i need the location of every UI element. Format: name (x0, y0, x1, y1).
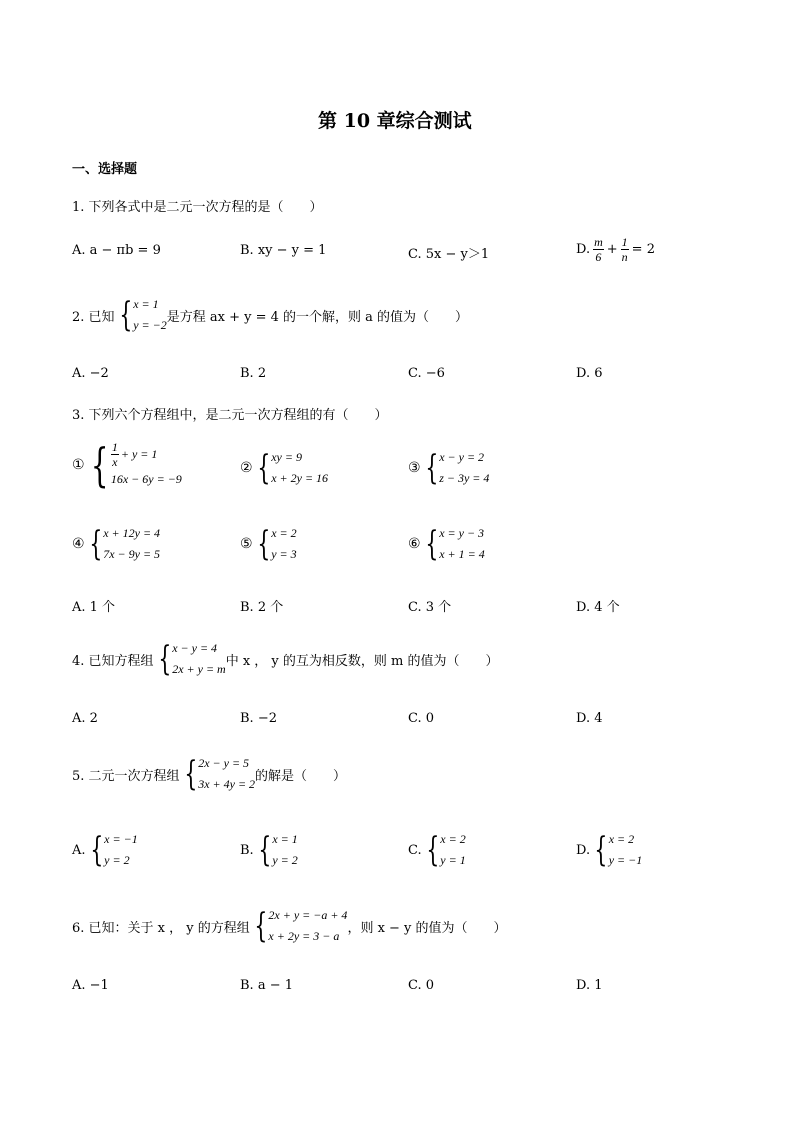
system-line: y = −1 (608, 853, 643, 867)
q6-option-d: D. 1 (576, 978, 603, 993)
q5-option-c (408, 829, 466, 871)
q5-suffix: 的解是（ ） (255, 768, 347, 784)
q4-prefix: 4. 已知方程组 (72, 653, 154, 669)
question-4-stem (72, 638, 499, 680)
brace-icon: { (183, 754, 197, 794)
q3-system-3 (408, 447, 489, 489)
system-line: 2x − y = 5 (198, 756, 250, 770)
brace-icon: { (89, 830, 103, 870)
plus-sign: + (606, 242, 618, 257)
brace-icon: { (254, 906, 268, 946)
question-5-stem (72, 753, 346, 795)
q2-option-d: D. 6 (576, 366, 603, 381)
q5-option-a (72, 829, 138, 871)
system-line: x = 2 (608, 832, 635, 846)
question-1-stem: 1. 下列各式中是二元一次方程的是（ ） (72, 200, 323, 215)
fraction-numerator: m (594, 235, 603, 249)
brace-icon: { (424, 524, 438, 564)
brace-icon: { (90, 438, 108, 492)
q3-system-4 (72, 523, 160, 565)
q3-option-b: B. 2 个 (240, 600, 284, 615)
fraction-numerator: 1 (111, 440, 118, 454)
system-line: y = 3 (271, 547, 297, 561)
q6-suffix: ，则 x − y 的值为（ ） (347, 920, 507, 936)
question-6-stem (72, 905, 507, 947)
q2-option-c: C. −6 (408, 366, 445, 381)
q3-option-d: D. 4 个 (576, 600, 620, 615)
q6-option-b: B. a − 1 (240, 978, 293, 993)
section-heading: 一、选择题 (72, 162, 138, 177)
system-line: y = 1 (440, 853, 466, 867)
q6-option-c: C. 0 (408, 978, 435, 993)
q1-option-a: A. a − πb = 9 (72, 243, 161, 258)
q6-prefix: 6. 已知：关于 x ， y 的方程组 (72, 920, 250, 936)
system-line: 7x − 9y = 5 (103, 547, 161, 561)
system-line: x = 1 (133, 297, 159, 311)
q2-option-b: B. 2 (240, 366, 267, 381)
q4-suffix: 中 x ， y 的互为相反数，则 m 的值为（ ） (225, 653, 499, 669)
system-line: x = −1 (104, 832, 138, 846)
system-line: x = y − 3 (439, 526, 485, 540)
circled-number: ② (240, 460, 253, 476)
system-line: x + 2y = 3 − a (268, 929, 340, 943)
brace-icon: { (425, 830, 439, 870)
q1-option-d-fraction-1 (593, 235, 604, 264)
q1-option-c: C. 5x − y＞1 (408, 247, 490, 262)
circled-number: ① (72, 457, 85, 473)
system-line: x + 12y = 4 (103, 526, 161, 540)
q4-option-a: A. 2 (72, 711, 98, 726)
system-line: x = 2 (440, 832, 466, 846)
brace-icon: { (424, 448, 438, 488)
system-fraction (111, 440, 119, 469)
brace-icon: { (256, 524, 270, 564)
brace-icon: { (258, 830, 271, 870)
q3-option-a: A. 1 个 (72, 600, 116, 615)
q5-prefix: 5. 二元一次方程组 (72, 768, 180, 784)
system-line: x = 2 (271, 526, 297, 540)
system-line: y = 2 (272, 853, 298, 867)
fraction-denominator: n (621, 250, 628, 264)
brace-icon: { (157, 639, 171, 679)
system-line: x + 2y = 16 (271, 471, 329, 485)
q3-system-5 (240, 523, 297, 565)
system-line: + y = 1 (120, 447, 158, 461)
q3-system-6 (408, 523, 485, 565)
circled-number: ③ (408, 460, 421, 476)
system-line: x − y = 4 (172, 641, 218, 655)
question-2-stem (72, 294, 468, 336)
circled-number: ④ (72, 536, 85, 552)
q5-option-d (576, 829, 642, 871)
system-line: 2x + y = m (172, 662, 226, 676)
q1-option-b: B. xy − y = 1 (240, 243, 327, 258)
system-line: 2x + y = −a + 4 (268, 908, 348, 922)
q6-option-a: A. −1 (72, 978, 109, 993)
option-label: A. (72, 842, 86, 858)
q3-system-1 (72, 440, 182, 490)
q1-option-d (576, 235, 655, 264)
question-3-stem: 3. 下列六个方程组中，是二元一次方程组的有（ ） (72, 408, 388, 423)
brace-icon: { (256, 448, 270, 488)
system-line: x + 1 = 4 (439, 547, 485, 561)
brace-icon: { (88, 524, 102, 564)
fraction-numerator: 1 (621, 235, 628, 249)
q2-prefix: 2. 已知 (72, 309, 115, 325)
brace-icon: { (118, 295, 132, 335)
q1-option-d-label: D. (576, 242, 591, 257)
q3-option-c: C. 3 个 (408, 600, 452, 615)
q2-system (115, 294, 167, 336)
system-line: x − y = 2 (439, 450, 485, 464)
system-line: xy = 9 (271, 450, 302, 464)
system-line: y = −2 (133, 318, 167, 332)
system-line: y = 2 (104, 853, 130, 867)
q4-option-c: C. 0 (408, 711, 435, 726)
circled-number: ⑥ (408, 536, 421, 552)
system-line: z − 3y = 4 (439, 471, 490, 485)
q1-option-d-rest: = 2 (631, 242, 655, 257)
brace-icon: { (594, 830, 608, 870)
q3-system-2 (240, 447, 328, 489)
fraction-denominator: x (112, 455, 118, 469)
q4-option-d: D. 4 (576, 711, 603, 726)
q2-suffix: 是方程 ax + y = 4 的一个解，则 a 的值为（ ） (166, 309, 469, 325)
option-label: D. (576, 842, 591, 858)
q4-option-b: B. −2 (240, 711, 277, 726)
system-line: x = 1 (272, 832, 298, 846)
fraction-denominator: 6 (595, 250, 602, 264)
q2-option-a: A. −2 (72, 366, 109, 381)
q5-option-b (240, 829, 298, 871)
option-label: B. (240, 842, 254, 858)
option-label: C. (408, 842, 422, 858)
system-line: 3x + 4y = 2 (198, 777, 256, 791)
system-line: 16x − 6y = −9 (110, 472, 182, 486)
circled-number: ⑤ (240, 536, 253, 552)
page-title: 第 10 章综合测试 (318, 110, 472, 132)
q1-option-d-fraction-2 (621, 235, 629, 264)
